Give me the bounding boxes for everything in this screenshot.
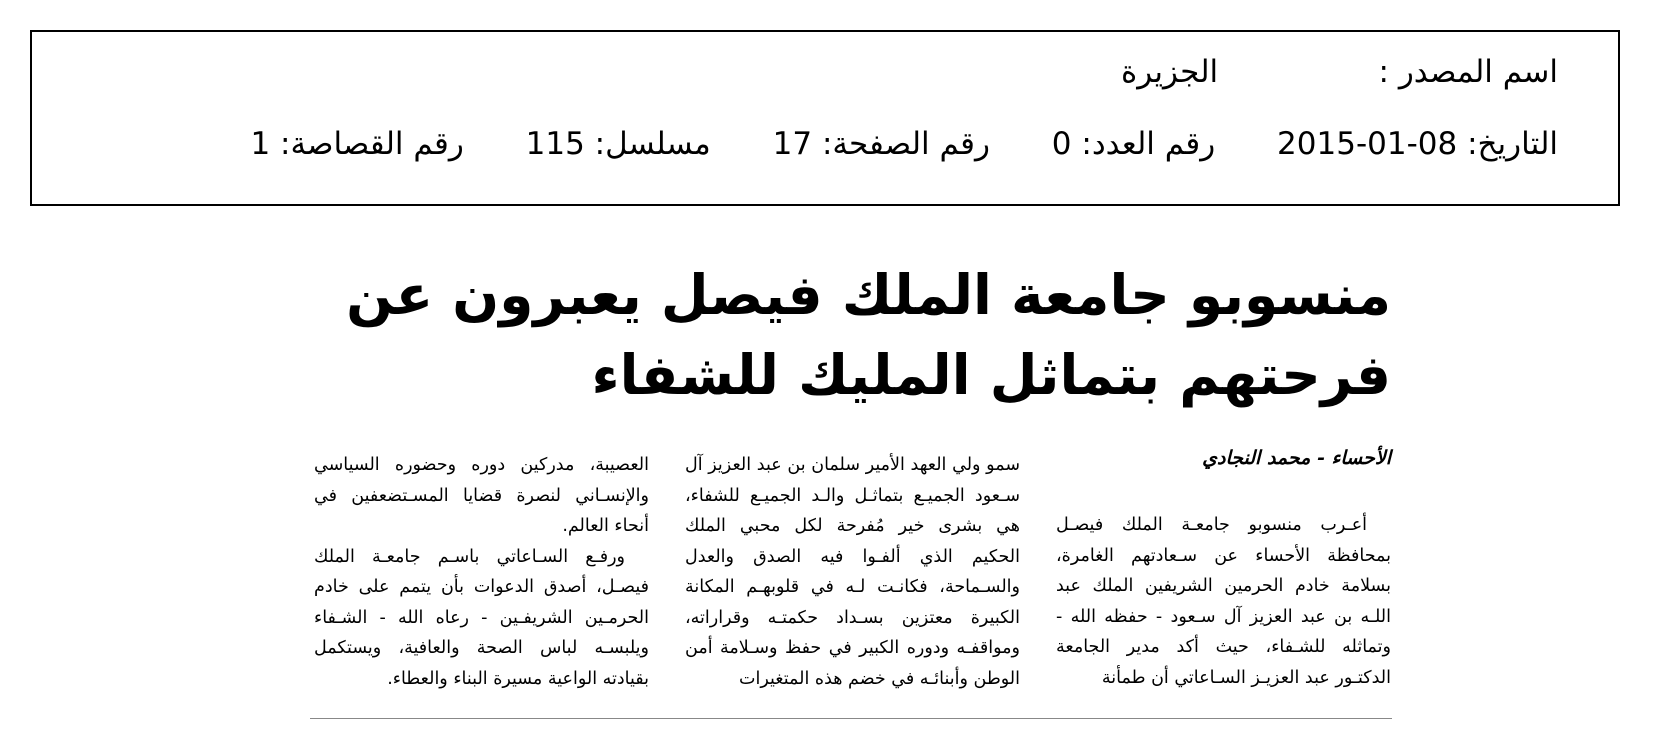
article-byline: الأحساء - محمد النجادي bbox=[1202, 447, 1391, 469]
serial-field: مسلسل: 115 bbox=[525, 126, 711, 162]
source-info-box bbox=[30, 30, 1620, 206]
article-column-right bbox=[1056, 510, 1391, 693]
article-column-middle bbox=[685, 450, 1020, 694]
page-number-field: رقم الصفحة: 17 bbox=[772, 126, 990, 162]
date-field: التاريخ: 08-01-2015 bbox=[1277, 126, 1558, 162]
paragraph: ورفـع السـاعاتي باسـم جامعـة الملك فيصـل، أصدق الدعوات بأن يتمم على خادم الحرمـين الشريفـين - رعاه الله - الشـفاء ويلبسـه لباس الصحة والعافية، ويستكمل بقيادته الواعية مسيرة البناء والعطاء. bbox=[314, 546, 649, 689]
source-label: اسم المصدر : bbox=[1378, 54, 1558, 90]
bottom-divider bbox=[310, 718, 1392, 719]
issue-number-field: رقم العدد: 0 bbox=[1051, 126, 1216, 162]
paragraph: سمو ولي العهد الأمير سلمان بن عبد العزيز آل سـعود الجميـع بتماثـل والـد الجميـع للشفاء، هي بشرى خير مُفرحة لكل محبي الملك الحكيم الذي ألفـوا فيه الصدق والعدل والسـماحة، فكانـت لـه في قلوبهـم المكانة الكبيرة معتزين بسـداد حكمتـه وقراراته، ومواقفـه ودوره الكبير في حفظ وسـلامة أمن الوطن وأبنائـه في خضم هذه المتغيرات bbox=[685, 455, 1020, 689]
source-row bbox=[72, 54, 1558, 90]
article-column-left bbox=[314, 450, 649, 694]
paragraph: العصيبة، مدركين دوره وحضوره السياسي والإنسـاني لنصرة قضايا المسـتضعفين في أنحاء العالم. bbox=[314, 455, 649, 536]
article-headline: منسوبو جامعة الملك فيصل يعبرون عن فرحتهم بتماثل المليك للشفاء bbox=[346, 263, 1391, 407]
source-value: الجزيرة bbox=[1120, 54, 1219, 90]
paragraph: أعـرب منسوبو جامعـة الملك فيصـل بمحافظة الأحساء عن سـعادتهم الغامرة، بسلامة خادم الحرمين الشريفين الملك عبد اللـه بن عبد العزيز آل سـعود - حفظه الله - وتماثله للشـفاء، حيث أكد مدير الجامعة الدكتـور عبد العزيـز السـاعاتي أن طمأنة bbox=[1056, 515, 1391, 688]
clipping-number-field: رقم القصاصة: 1 bbox=[250, 126, 464, 162]
issue-details-row bbox=[72, 126, 1558, 162]
